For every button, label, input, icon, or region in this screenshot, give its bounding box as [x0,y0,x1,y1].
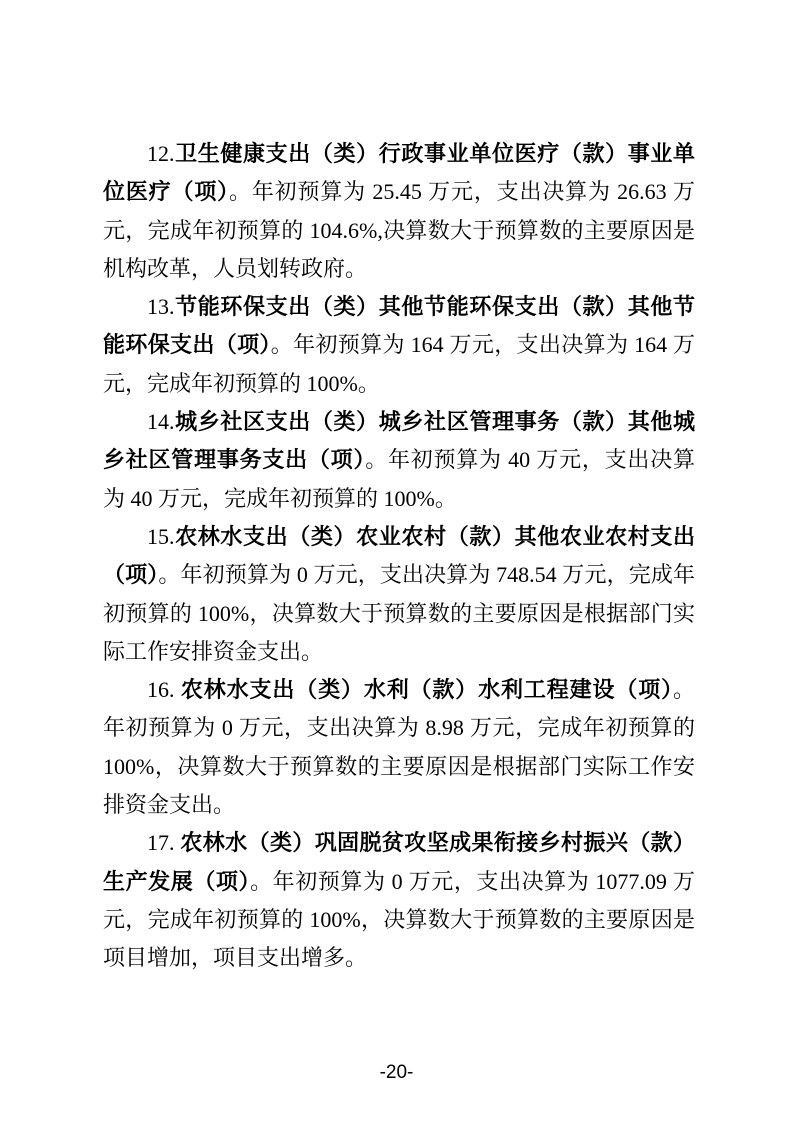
paragraph-item-17 [103,824,695,977]
item-number: 12. [147,141,175,166]
item-body-text: 。年初预算为 40 万元，支出决算为 40 万元，完成年初预算的 100%。 [103,447,695,511]
item-number: 13. [147,294,175,320]
paragraph-item-16 [103,671,695,824]
item-body-text: 。年初预算为 0 万元，支出决算为 8.98 万元，完成年初预算的 100%，决算数大于预算数的主要原因是根据部门实际工作安排资金支出。 [103,677,695,818]
item-number: 14. [147,409,175,435]
item-title-bold: 城乡社区支出（类）城乡社区管理事务（款）其他城乡社区管理事务支出（项） [103,409,695,473]
item-body-text: 。年初预算为 25.45 万元，支出决算为 26.63 万元，完成年初预算的 104.6%,决算数大于预算数的主要原因是机构改革，人员划转政府。 [103,179,695,281]
item-title-bold: 节能环保支出（类）其他节能环保支出（款）其他节能环保支出（项） [103,294,695,358]
paragraph-item-15 [103,518,695,671]
item-body-text: 。年初预算为 164 万元，支出决算为 164 万元，完成年初预算的 100%。 [103,332,695,396]
page-number-footer: -20- [379,1062,414,1083]
item-title-bold: 卫生健康支出（类）行政事业单位医疗（款）事业单位医疗（项） [103,141,695,205]
item-body-text: 。年初预算为 0 万元，支出决算为 1077.09 万元，完成年初预算的 100%，决算数大于预算数的主要原因是项目增加，项目支出增多。 [103,868,695,971]
item-number: 17. [147,830,181,856]
item-title-bold: 农林水支出（类）水利（款）水利工程建设（项） [180,677,673,703]
item-title-bold: 农林水（类）巩固脱贫攻坚成果衔接乡村振兴（款）生产发展（项） [103,830,695,894]
paragraph-item-13 [103,288,695,403]
item-title-bold: 农林水支出（类）农业农村（款）其他农业农村支出（项） [103,523,695,588]
paragraph-item-14 [103,403,695,518]
item-number: 15. [147,523,175,549]
item-number: 16. [147,677,181,703]
document-body [103,135,695,978]
item-body-text: 。年初预算为 0 万元，支出决算为 748.54 万元，完成年初预算的 100%，决算数大于预算数的主要原因是根据部门实际工作安排资金支出。 [103,562,695,664]
paragraph-item-12 [103,135,695,288]
